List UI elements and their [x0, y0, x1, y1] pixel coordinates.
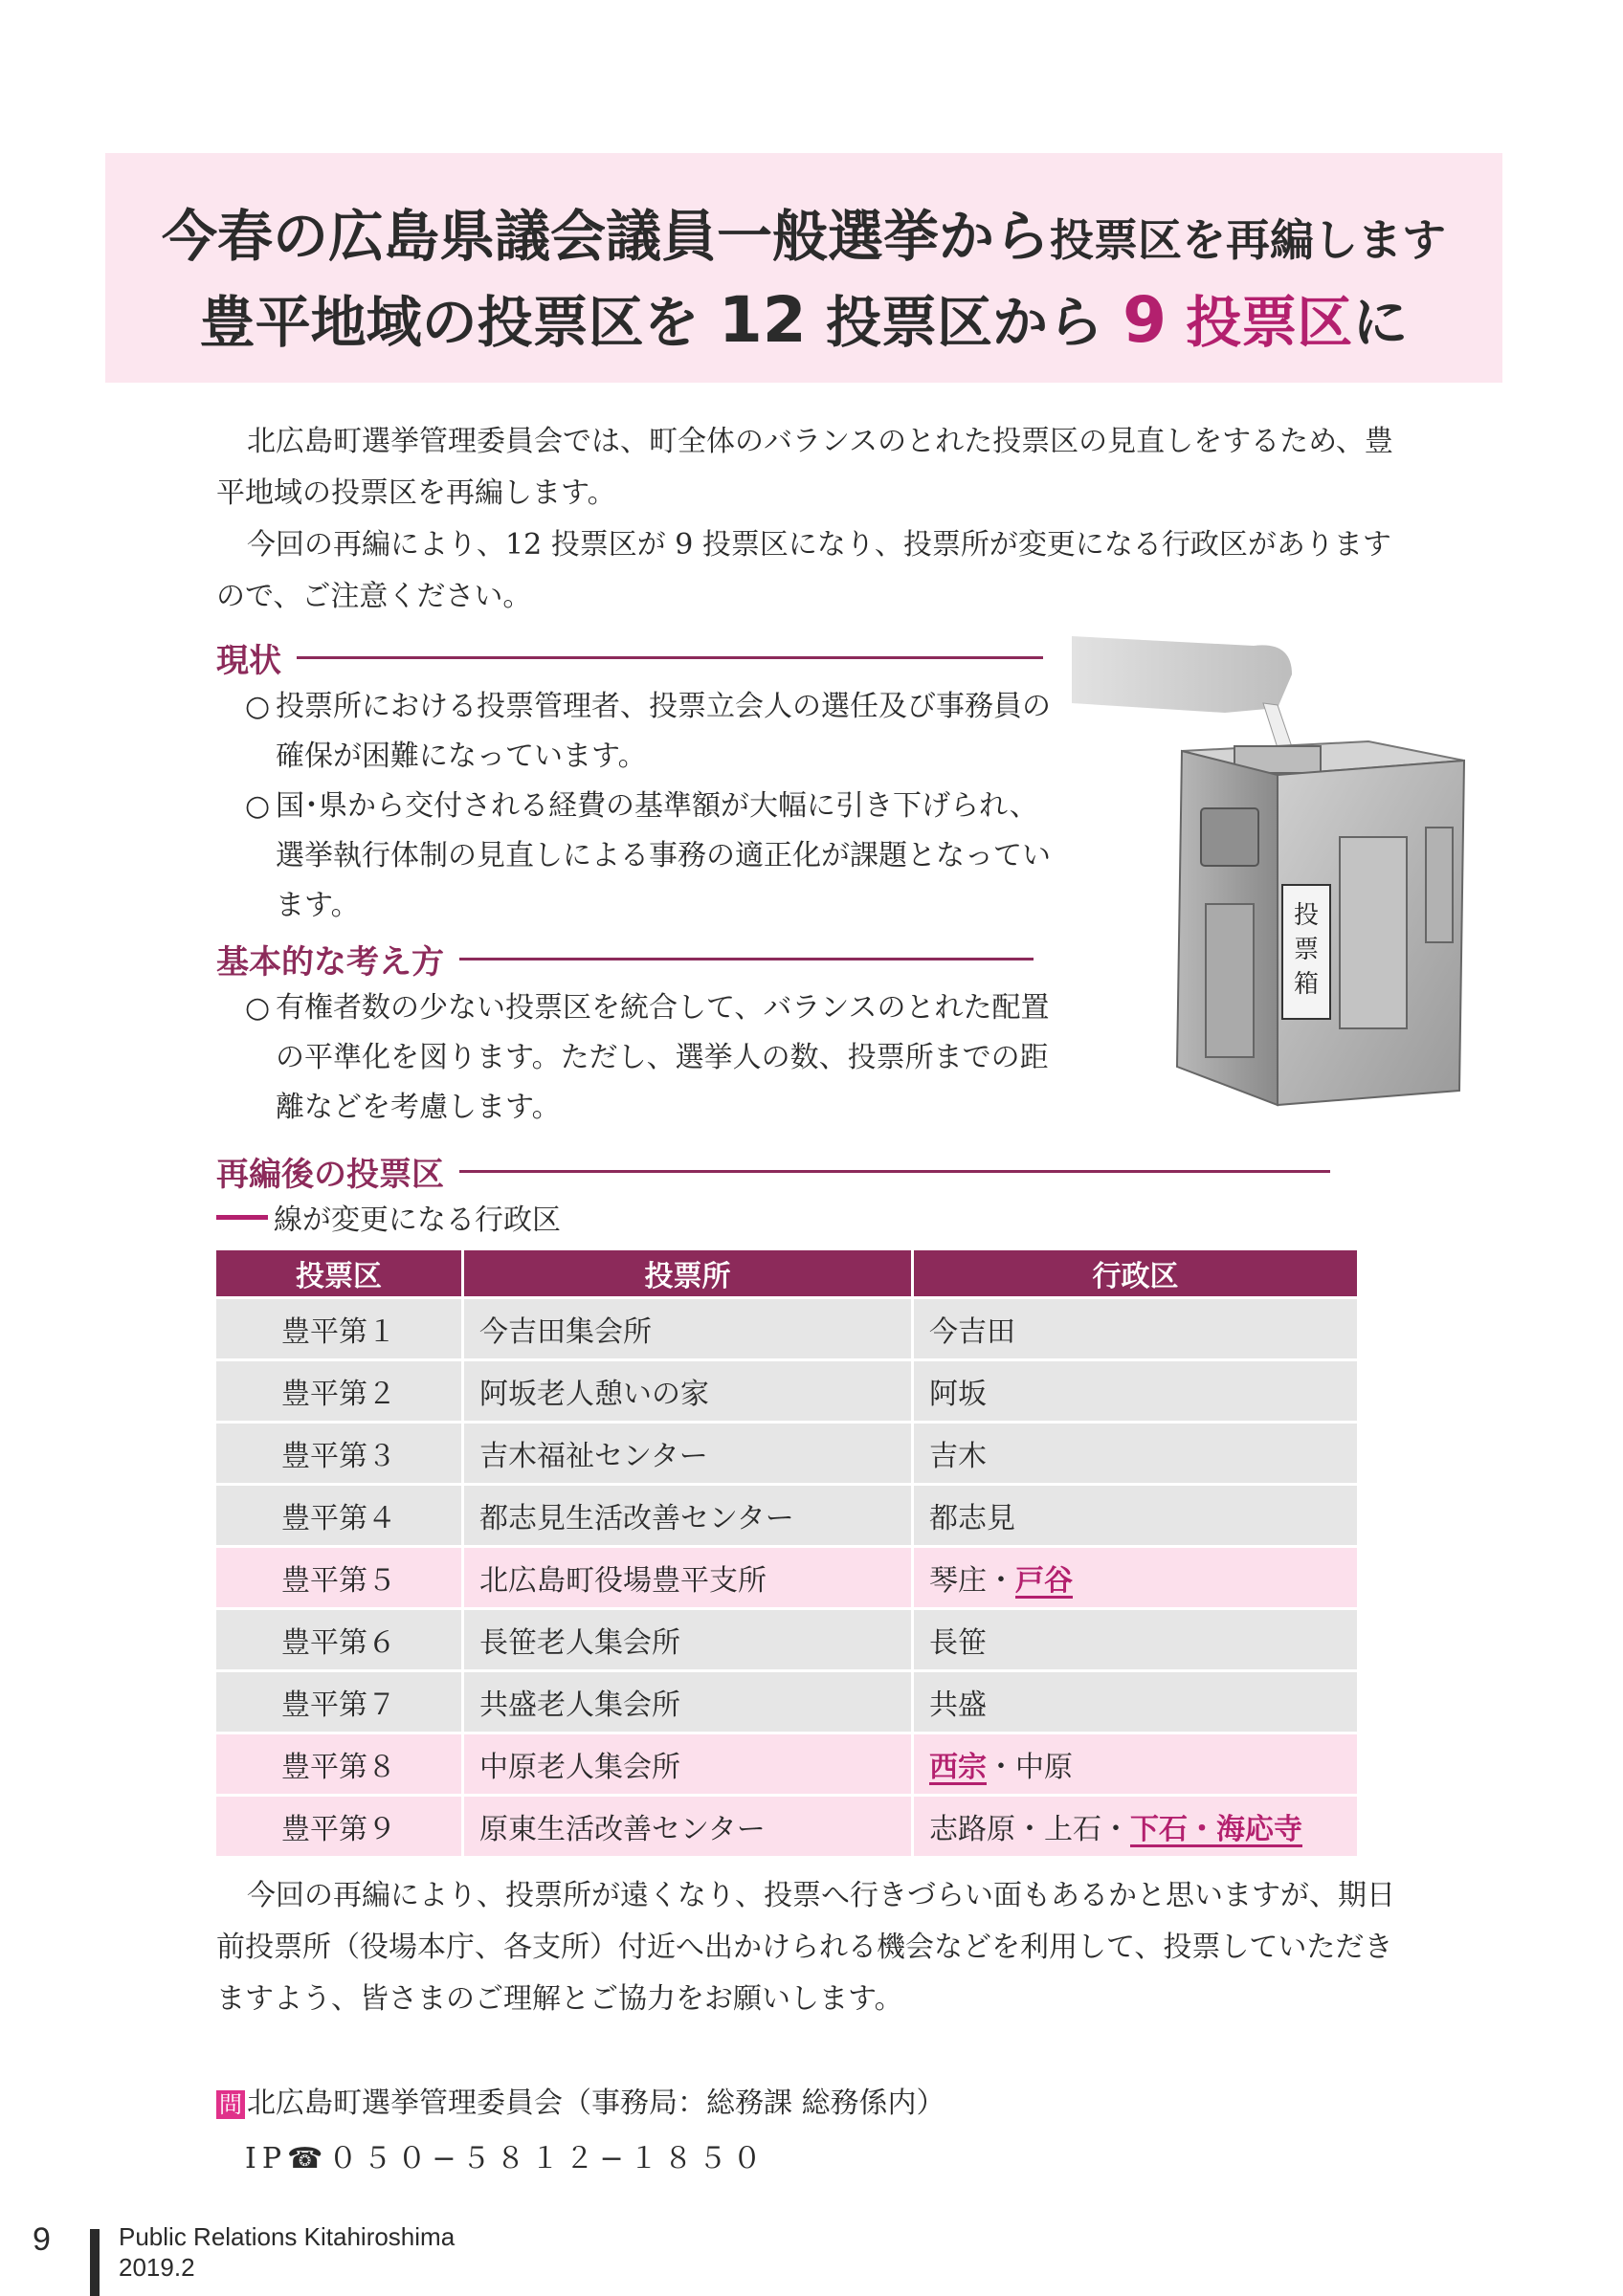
inquiry-icon: 問: [216, 2090, 245, 2119]
svg-text:票: 票: [1293, 936, 1320, 964]
page-number: 9: [33, 2221, 51, 2258]
title-banner: [105, 153, 1502, 383]
table-row: 豊平第３ 吉木福祉センター 吉木: [216, 1423, 1357, 1485]
heading-rule: [459, 1170, 1330, 1173]
table-header-row: [216, 1250, 1357, 1298]
changed-area: 戸谷: [1015, 1564, 1073, 1598]
intro-paragraph-1: 北広島町選挙管理委員会では、町全体のバランスのとれた投票区の見直しをするため、豊平地域の投票区を再編します。: [216, 425, 1393, 510]
table-row: 豊平第１ 今吉田集会所 今吉田: [216, 1298, 1357, 1360]
legend-line-swatch: [216, 1215, 268, 1220]
contact-phone: IP☎０５０−５８１２−１８５０: [245, 2142, 767, 2175]
changed-area-legend: 線が変更になる行政区: [216, 1196, 561, 1238]
table-row-changed: 豊平第９ 原東生活改善センター 志路原・上石・下石・海応寺: [216, 1796, 1357, 1857]
ballot-box-photo: [1072, 617, 1493, 1134]
title-line-1: 今春の広島県議会議員一般選挙から投票区を再編します: [161, 204, 1446, 269]
column-header: 行政区: [913, 1250, 1358, 1298]
current-bullet-1: ○ 投票所における投票管理者、投票立会人の選任及び事務員の確保が困難になっています。: [245, 690, 1051, 773]
approach-bullet-1: ○ 有権者数の少ない投票区を統合して、バランスのとれた配置の平準化を図ります。ただし、選挙人の数、投票所までの距離などを考慮します。: [245, 991, 1050, 1124]
intro-text: [216, 416, 1403, 623]
changed-area: 下石・海応寺: [1130, 1813, 1302, 1846]
heading-rule: [297, 656, 1043, 659]
section-approach-heading: 基本的な考え方: [216, 936, 1034, 982]
svg-text:投: 投: [1293, 901, 1320, 930]
column-header: 投票所: [463, 1250, 913, 1298]
publication-info: Public Relations Kitahiroshima 2019.2: [119, 2222, 456, 2282]
column-header: 投票区: [216, 1250, 463, 1298]
section-after-heading: 再編後の投票区: [216, 1148, 1330, 1195]
title-line-2: 豊平地域の投票区を 12 投票区から 9 投票区に: [199, 283, 1409, 357]
table-row: 豊平第６ 長笹老人集会所 長笹: [216, 1609, 1357, 1671]
table-row: 豊平第２ 阿坂老人憩いの家 阿坂: [216, 1360, 1357, 1423]
current-bullet-2: ○ 国･県から交付される経費の基準額が大幅に引き下げられ、選挙執行体制の見直しによる事務の適正化が課題となっています。: [245, 789, 1051, 922]
closing-text: 今回の再編により、投票所が遠くなり、投票へ行きづらい面もあるかと思いますが、期日前投票所（役場本庁、各支所）付近へ出かけられる機会などを利用して、投票していただきますよう、皆さまのご理解とご協力をお願いします。: [216, 1879, 1395, 2016]
contact-organization: 問 北広島町選挙管理委員会（事務局：総務課 総務係内）: [216, 2076, 945, 2131]
table-row-changed: 豊平第８ 中原老人集会所 西宗・中原: [216, 1733, 1357, 1796]
footer-bar: [90, 2229, 100, 2296]
changed-area: 西宗: [929, 1751, 987, 1784]
voting-district-table: [216, 1250, 1357, 1856]
table-row: 豊平第７ 共盛老人集会所 共盛: [216, 1671, 1357, 1733]
intro-paragraph-2: 今回の再編により、12 投票区が 9 投票区になり、投票所が変更になる行政区がありますので、ご注意ください。: [216, 528, 1391, 613]
hand-shape: [1072, 636, 1292, 713]
heading-rule: [459, 958, 1034, 960]
contact-info: [216, 2076, 945, 2187]
section-current-heading: 現状: [216, 634, 1043, 681]
svg-text:箱: 箱: [1293, 970, 1320, 999]
table-row: 豊平第４ 都志見生活改善センター 都志見: [216, 1485, 1357, 1547]
table-row-changed: 豊平第５ 北広島町役場豊平支所 琴庄・戸谷: [216, 1547, 1357, 1609]
